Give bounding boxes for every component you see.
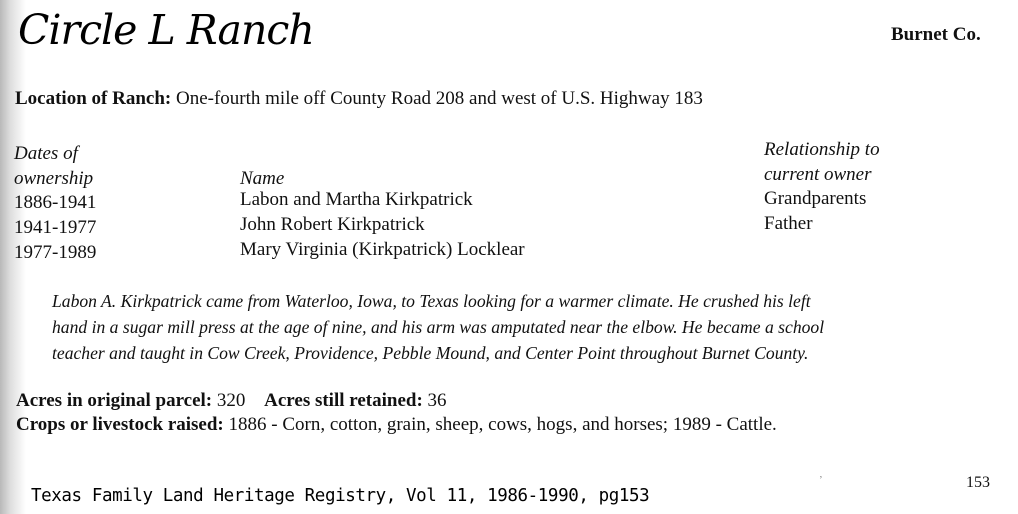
acres-original-value: 320: [216, 390, 246, 411]
crops-label: Crops or livestock raised:: [16, 414, 224, 435]
stray-mark: ’: [819, 474, 823, 486]
table-row-dates: 1886-1941: [14, 192, 97, 213]
location-value: One-fourth mile off County Road 208 and west of U.S. Highway 183: [175, 88, 703, 109]
crops-line: [16, 414, 777, 436]
table-row-relationship: Grandparents: [764, 188, 867, 209]
table-row-relationship: Father: [764, 213, 813, 234]
history-line: hand in a sugar mill press at the age of nine, and his arm was amputated near the elbow. He became a school: [52, 317, 825, 337]
acres-original-label: Acres in original parcel:: [16, 390, 213, 411]
history-line: teacher and taught in Cow Creek, Providence, Pebble Mound, and Center Point throughout Burnet County.: [52, 343, 809, 363]
acres-line: [16, 390, 447, 412]
county-label: Burnet Co.: [891, 24, 981, 45]
relationship-header-line-1: Relationship to: [764, 139, 880, 160]
relationship-column: [764, 186, 866, 236]
table-row-name: John Robert Kirkpatrick: [240, 214, 425, 235]
history-line: Labon A. Kirkpatrick came from Waterloo, Iowa, to Texas looking for a warmer climate. He crushed his left: [52, 291, 811, 311]
names-column: [240, 187, 525, 262]
acres-retained-value: 36: [427, 390, 447, 411]
dates-header-line-2: ownership: [14, 168, 94, 189]
location-line: [15, 88, 703, 110]
table-row-dates: 1941-1977: [14, 217, 97, 238]
relationship-header: [764, 137, 880, 187]
relationship-header-line-2: current owner: [764, 164, 872, 185]
ranch-history: [52, 288, 982, 366]
table-row-name: Labon and Martha Kirkpatrick: [240, 189, 473, 210]
dates-column: [14, 190, 96, 265]
location-label: Location of Ranch:: [15, 88, 172, 109]
table-row-name: Mary Virginia (Kirkpatrick) Locklear: [240, 239, 525, 260]
acres-retained-label: Acres still retained:: [264, 390, 423, 411]
source-caption: Texas Family Land Heritage Registry, Vol 11, 1986-1990, pg153: [31, 486, 650, 506]
crops-value: 1886 - Corn, cotton, grain, sheep, cows, hogs, and horses; 1989 - Cattle.: [228, 414, 777, 435]
dates-header-line-1: Dates of: [14, 143, 78, 164]
page-title: Circle L Ranch: [18, 6, 314, 54]
dates-header: [14, 141, 93, 191]
table-row-dates: 1977-1989: [14, 242, 97, 263]
name-header: Name: [240, 168, 285, 189]
page-number: 153: [966, 474, 990, 491]
